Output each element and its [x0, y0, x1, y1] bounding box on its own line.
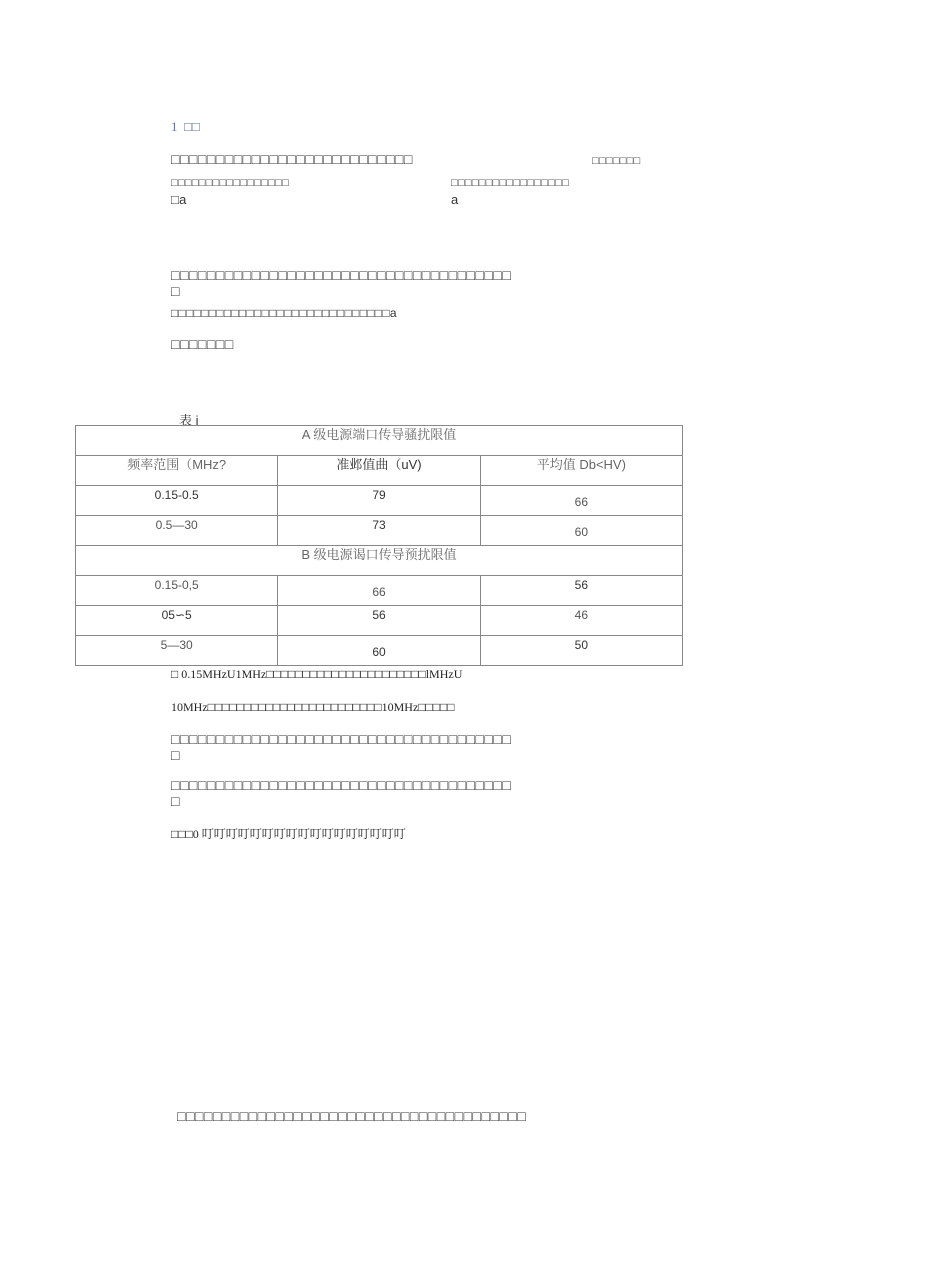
- intro-line-2-right: □□□□□□□□□□□□□□□□□: [451, 177, 570, 189]
- section-a-title: A 级电源端口传导骚扰限值: [76, 426, 683, 456]
- section-heading: [171, 119, 200, 135]
- paragraph-4-line-2: □: [171, 793, 180, 809]
- paragraph-2-line-3: □□□□□□□□□□□□□□□□□□□□□□□□□□□□□a: [171, 306, 397, 320]
- table-cell: 05∽5: [76, 606, 278, 636]
- section-number: 1: [171, 119, 178, 134]
- table-cell: 66: [278, 576, 480, 606]
- table-cell: 56: [480, 576, 682, 606]
- table-cell: 66: [480, 486, 682, 516]
- limits-table: [75, 425, 683, 666]
- paragraph-2-line-4: □□□□□□□: [171, 336, 234, 352]
- table-cell: 73: [278, 516, 480, 546]
- table-cell: 56: [278, 606, 480, 636]
- table-cell: 60: [278, 636, 480, 666]
- table-section-b-row: [76, 546, 683, 576]
- intro-line-3-right: a: [451, 192, 459, 207]
- note-line-1: □ 0.15MHzU1MHz□□□□□□□□□□□□□□□□□□□□□□lMHzU: [171, 667, 463, 681]
- paragraph-2-line-1: □□□□□□□□□□□□□□□□□□□□□□□□□□□□□□□□□□□□□□: [171, 267, 512, 283]
- note-line-2: 10MHz□□□□□□□□□□□□□□□□□□□□□□□□10MHz□□□□□: [171, 700, 455, 714]
- table-cell: 50: [480, 636, 682, 666]
- table-row: [76, 486, 683, 516]
- intro-line-3-left: □a: [171, 192, 187, 207]
- table-row: [76, 636, 683, 666]
- table-section-a-row: [76, 426, 683, 456]
- table-caption: 表 i: [179, 413, 199, 428]
- table-cell: 0.15-0.5: [76, 486, 278, 516]
- section-title: □□: [184, 119, 200, 134]
- header-frequency: 频率范围（MHz?: [76, 456, 278, 486]
- paragraph-3-line-1: □□□□□□□□□□□□□□□□□□□□□□□□□□□□□□□□□□□□□□: [171, 731, 512, 747]
- table-cell: 60: [480, 516, 682, 546]
- paragraph-3-line-2: □: [171, 747, 180, 763]
- intro-line-1-right: □□□□□□□: [592, 155, 641, 167]
- table-cell: 46: [480, 606, 682, 636]
- table-cell: 0.15-0,5: [76, 576, 278, 606]
- footer-line: □□□□□□□□□□□□□□□□□□□□□□□□□□□□□□□□□□□□□□□: [177, 1108, 527, 1124]
- paragraph-2-line-2: □: [171, 283, 180, 299]
- table-row: [76, 606, 683, 636]
- paragraph-4-line-1: □□□□□□□□□□□□□□□□□□□□□□□□□□□□□□□□□□□□□□: [171, 777, 512, 793]
- table-cell: 79: [278, 486, 480, 516]
- header-average: 平均值 Db<HV): [480, 456, 682, 486]
- table-cell: 5—30: [76, 636, 278, 666]
- intro-line-1: □□□□□□□□□□□□□□□□□□□□□□□□□□□: [171, 151, 413, 167]
- table-row: [76, 516, 683, 546]
- intro-line-2-left: □□□□□□□□□□□□□□□□□: [171, 177, 290, 189]
- section-b-title: B 级电源谒口传导预扰限值: [76, 546, 683, 576]
- table-header-row: [76, 456, 683, 486]
- header-quasi-peak: 准邺值曲（uV): [278, 456, 480, 486]
- table-row: [76, 576, 683, 606]
- table-cell: 0.5—30: [76, 516, 278, 546]
- paragraph-5: □□□0 叮叮叮叮叮叮叮叮叮叮叮叮叮叮叮叮叮: [171, 827, 406, 841]
